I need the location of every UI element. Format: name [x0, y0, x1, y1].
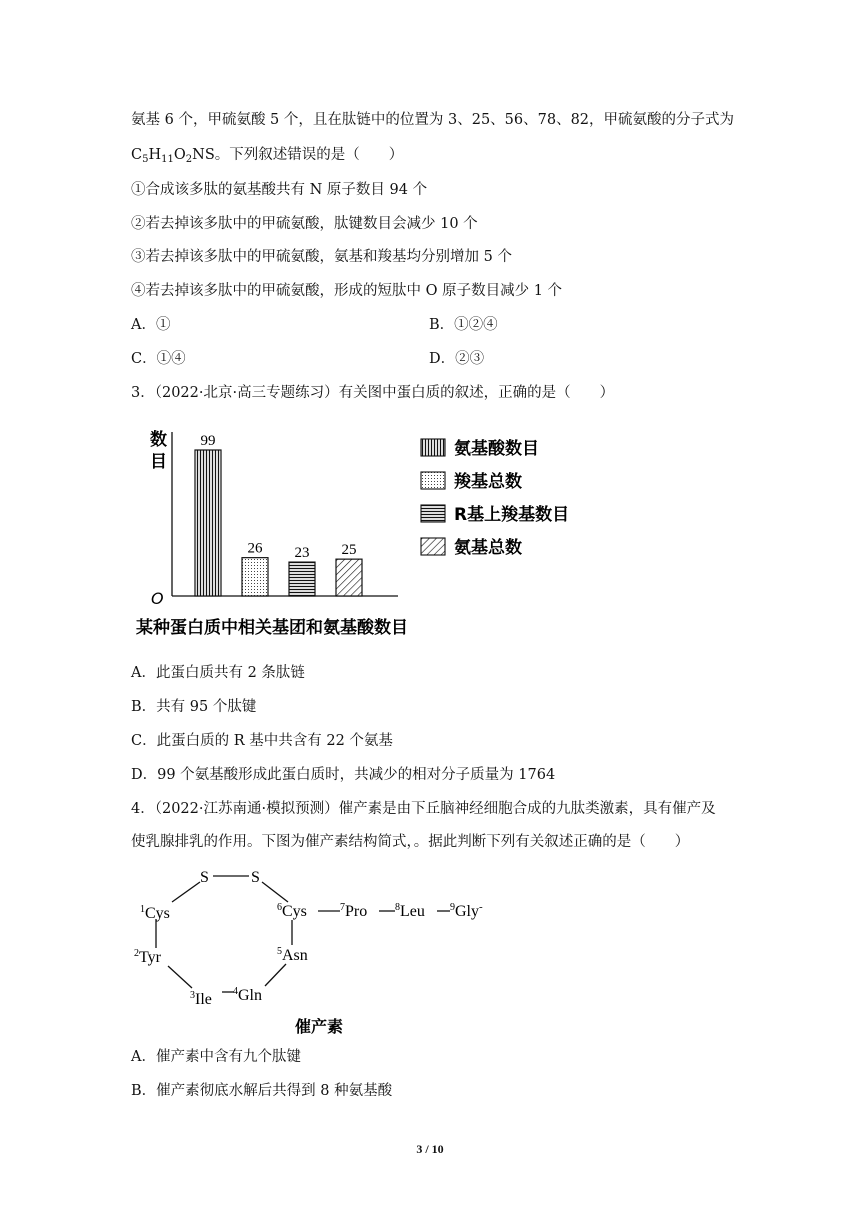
q2-text-line1: 氨基 6 个，甲硫氨酸 5 个，且在肽链中的位置为 3、25、56、78、82，甲硫氨酸的分子式为: [131, 112, 735, 128]
bar-value-label-3: 23: [294, 545, 310, 562]
q3-option-b[interactable]: B．共有 95 个肽键: [131, 699, 257, 715]
legend-swatch-3: [421, 505, 445, 522]
y-axis-label-2: 目: [150, 452, 167, 472]
residue-9-gly: $^9$Gly-: [450, 901, 483, 920]
bond-gln-asn: [265, 964, 286, 986]
bond-s-cys1: [172, 882, 200, 902]
q4-option-a[interactable]: A．催产素中含有九个肽键: [131, 1049, 301, 1065]
q3-option-c[interactable]: C．此蛋白质的 R 基中共含有 22 个氨基: [131, 733, 393, 749]
formula-ns: NS: [192, 147, 215, 163]
q2-prompt: 。下列叙述错误的是（ ）: [214, 147, 404, 163]
legend-swatch-2: [421, 472, 445, 489]
bar-value-label-1: 99: [200, 433, 216, 449]
formula-sub-5: 5: [142, 154, 149, 165]
bar-4: [336, 559, 362, 596]
sulfur-2: S: [251, 869, 260, 886]
chart-legend: [421, 438, 569, 558]
formula-c: C: [131, 147, 143, 163]
q2-text-line2: [131, 145, 403, 165]
residue-3-ile: $^3$Ile: [190, 990, 212, 1008]
residue-8-leu: $^8$Leu: [395, 902, 425, 920]
bar-2: [242, 558, 268, 596]
q2-statement-4: ④若去掉该多肽中的甲硫氨酸，形成的短肽中 O 原子数目减少 1 个: [131, 283, 563, 299]
origin-label: O: [151, 589, 164, 608]
q4-stem-line1: 4．（2022·江苏南通·模拟预测）催产素是由下丘脑神经细胞合成的九肽类激素，具有催产及: [131, 801, 716, 817]
q2-statement-3: ③若去掉该多肽中的甲硫氨酸，氨基和羧基均分别增加 5 个: [131, 249, 512, 265]
legend-swatch-1: [421, 439, 445, 456]
residue-2-tyr: $^2$Tyr: [134, 948, 161, 966]
page-number: 3 / 10: [416, 1142, 444, 1156]
q2-option-c[interactable]: C．①④: [131, 351, 186, 367]
q2-option-b[interactable]: B．①②④: [429, 317, 498, 333]
bar-value-label-4: 25: [341, 542, 357, 559]
bar-3: [289, 562, 315, 596]
q4-stem-line2: 使乳腺排乳的作用。下图为催产素结构简式，。据此判断下列有关叙述正确的是（ ）: [131, 834, 690, 850]
q3-option-d[interactable]: D．99 个氨基酸形成此蛋白质时，共减少的相对分子质量为 1764: [131, 767, 556, 783]
q2-statement-1: ①合成该多肽的氨基酸共有 N 原子数目 94 个: [131, 182, 428, 198]
chart-title: 某种蛋白质中相关基团和氨基酸数目: [136, 618, 408, 638]
formula-h: H: [148, 147, 162, 163]
q3-option-a[interactable]: A．此蛋白质共有 2 条肽链: [131, 665, 305, 681]
formula-o: O: [173, 147, 186, 163]
q2-option-d[interactable]: D．②③: [429, 351, 485, 367]
protein-bar-chart: [130, 420, 600, 650]
formula-sub-2: 2: [185, 154, 193, 165]
bars-group: [195, 433, 362, 596]
bond-s-cys6: [262, 882, 288, 902]
residue-4-gln: $^4$Gln: [233, 986, 262, 1004]
bond-tyr-ile: [168, 966, 192, 988]
residue-1-cys: $^1$Cys: [140, 904, 170, 922]
diagram-caption: 催产素: [295, 1017, 344, 1036]
legend-swatch-4: [421, 538, 445, 555]
legend-label-1: 氨基酸数目: [454, 439, 539, 459]
formula-sub-11: 11: [161, 154, 174, 165]
q2-statement-2: ②若去掉该多肽中的甲硫氨酸，肽键数目会减少 10 个: [131, 216, 478, 232]
bar-1: [195, 450, 221, 596]
residue-5-asn: $^5$Asn: [277, 946, 308, 964]
y-axis-label-1: 数: [150, 430, 167, 450]
q4-option-b[interactable]: B．催产素彻底水解后共得到 8 种氨基酸: [131, 1083, 393, 1099]
legend-label-3: R基上羧基数目: [454, 505, 570, 525]
legend-label-4: 氨基总数: [454, 538, 522, 558]
q3-stem: 3．（2022·北京·高三专题练习）有关图中蛋白质的叙述，正确的是（ ）: [131, 385, 615, 401]
legend-label-2: 羧基总数: [454, 472, 522, 492]
residue-7-pro: $^7$Pro: [340, 902, 368, 920]
residue-6-cys: $^6$Cys: [277, 902, 307, 920]
bar-value-label-2: 26: [247, 540, 263, 557]
sulfur-1: S: [200, 869, 209, 886]
oxytocin-structure-diagram: [130, 860, 510, 1040]
q2-option-a[interactable]: A．①: [131, 317, 171, 333]
